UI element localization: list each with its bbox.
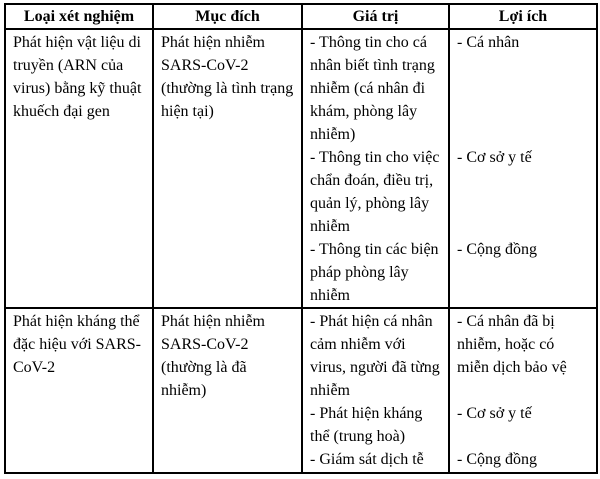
cell-values — [302, 308, 449, 473]
table-row-antibody-test — [5, 308, 597, 473]
column-header-value: Giá trị — [302, 4, 449, 29]
bullet-item: - Cơ sở y tế — [457, 405, 532, 422]
column-header-benefit: Lợi ích — [449, 4, 597, 29]
cell-benefits — [449, 29, 597, 308]
table-row-genetic-test — [5, 29, 597, 308]
column-header-purpose: Mục đích — [153, 4, 302, 29]
column-header-test-type: Loại xét nghiệm — [5, 4, 153, 29]
bullet-item: - Thông tin cho việc chẩn đoán, điều trị, quản lý, phòng lây nhiễm — [310, 149, 440, 235]
cell-benefits — [449, 308, 597, 473]
bullet-item: - Cộng đồng — [457, 241, 537, 258]
cell-test-type: Phát hiện vật liệu di truyền (ARN của virus) bằng kỹ thuật khuếch đại gen — [5, 29, 153, 308]
bullet-item: - Cá nhân — [457, 34, 520, 51]
bullet-item: - Cộng đồng — [457, 451, 537, 468]
header-row — [5, 4, 597, 29]
bullet-item: - Cơ sở y tế — [457, 149, 532, 166]
cell-purpose: Phát hiện nhiễm SARS-CoV-2 (thường là đã nhiễm) — [153, 308, 302, 473]
bullet-item: - Phát hiện kháng thể (trung hoà) — [310, 405, 423, 445]
bullet-item: - Thông tin các biện pháp phòng lây nhiễm — [310, 241, 439, 304]
bullet-item: - Cá nhân đã bị nhiễm, hoặc có miễn dịch bảo vệ — [457, 313, 567, 376]
bullet-item: - Thông tin cho cá nhân biết tình trạng nhiễm (cá nhân đi khám, phòng lây nhiễm) — [310, 34, 435, 143]
cell-test-type: Phát hiện kháng thể đặc hiệu với SARS-CoV-2 — [5, 308, 153, 473]
cell-purpose: Phát hiện nhiễm SARS-CoV-2 (thường là tình trạng hiện tại) — [153, 29, 302, 308]
bullet-item: - Giám sát dịch tễ — [310, 451, 424, 468]
covid-test-types-table — [4, 3, 598, 474]
cell-values — [302, 29, 449, 308]
bullet-item: - Phát hiện cá nhân cảm nhiễm với virus, người đã từng nhiễm — [310, 313, 440, 399]
